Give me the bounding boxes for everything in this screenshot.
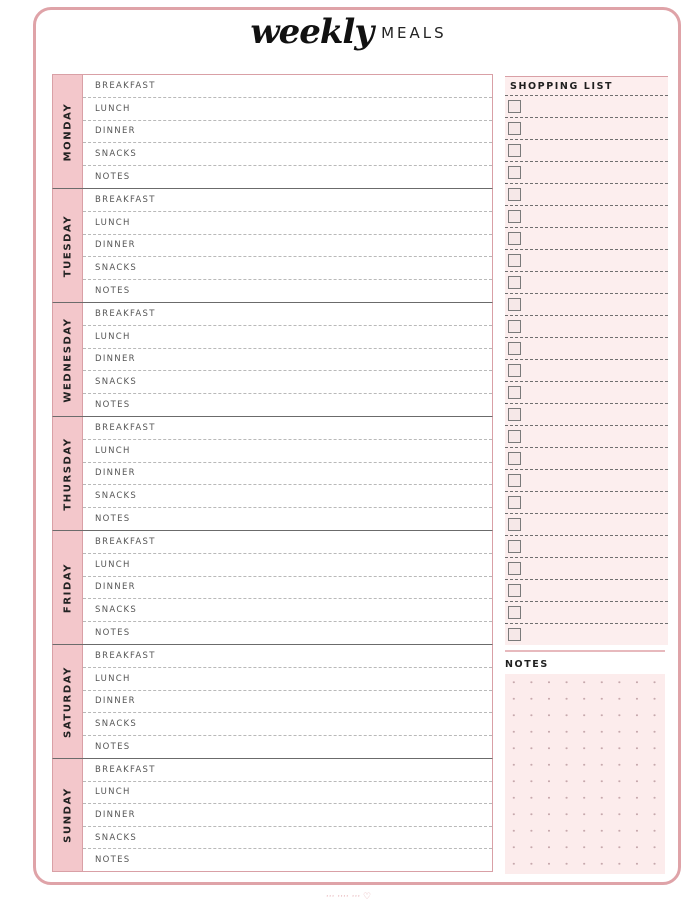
- shopping-list-item[interactable]: [505, 623, 668, 645]
- meal-label: DINNER: [95, 696, 136, 707]
- shopping-list-item[interactable]: [505, 403, 668, 425]
- checkbox-icon[interactable]: [508, 364, 521, 377]
- meal-row-notes[interactable]: [83, 736, 492, 758]
- meal-row-dinner[interactable]: [83, 235, 492, 258]
- meal-label: DINNER: [95, 809, 136, 820]
- meal-row-breakfast[interactable]: [83, 531, 492, 554]
- shopping-list-title: SHOPPING LIST: [505, 76, 668, 95]
- meal-row-breakfast[interactable]: [83, 645, 492, 668]
- meal-row-lunch[interactable]: [83, 554, 492, 577]
- shopping-list-item[interactable]: [505, 535, 668, 557]
- meal-label: BREAKFAST: [95, 764, 156, 775]
- meal-label: NOTES: [95, 742, 131, 753]
- meal-label: LUNCH: [95, 559, 131, 570]
- day-block-tuesday: [52, 188, 493, 302]
- day-block-wednesday: [52, 302, 493, 416]
- shopping-list-item[interactable]: [505, 139, 668, 161]
- checkbox-icon[interactable]: [508, 496, 521, 509]
- day-name: FRIDAY: [62, 562, 73, 613]
- meal-label: BREAKFAST: [95, 422, 156, 433]
- meal-row-breakfast[interactable]: [83, 417, 492, 440]
- day-tab: [53, 75, 83, 188]
- day-tab: [53, 303, 83, 416]
- meal-label: NOTES: [95, 514, 131, 525]
- checkbox-icon[interactable]: [508, 342, 521, 355]
- meal-label: NOTES: [95, 628, 131, 639]
- meal-label: SNACKS: [95, 605, 138, 616]
- shopping-list-item[interactable]: [505, 491, 668, 513]
- day-block-monday: [52, 74, 493, 188]
- meal-row-notes[interactable]: [83, 394, 492, 416]
- meal-row-notes[interactable]: [83, 849, 492, 871]
- meal-row-dinner[interactable]: [83, 463, 492, 486]
- shopping-list-item[interactable]: [505, 469, 668, 491]
- meal-row-snacks[interactable]: [83, 713, 492, 736]
- meal-label: SNACKS: [95, 263, 138, 274]
- day-block-sunday: [52, 758, 493, 872]
- meal-row-snacks[interactable]: [83, 827, 492, 850]
- shopping-list-item[interactable]: [505, 513, 668, 535]
- meal-label: LUNCH: [95, 331, 131, 342]
- meal-row-notes[interactable]: [83, 280, 492, 302]
- meal-row-dinner[interactable]: [83, 577, 492, 600]
- meal-row-breakfast[interactable]: [83, 759, 492, 782]
- meal-row-notes[interactable]: [83, 622, 492, 644]
- checkbox-icon[interactable]: [508, 584, 521, 597]
- meal-label: SNACKS: [95, 719, 138, 730]
- day-block-saturday: [52, 644, 493, 758]
- meal-label: NOTES: [95, 286, 131, 297]
- shopping-list-item[interactable]: [505, 271, 668, 293]
- meal-label: LUNCH: [95, 217, 131, 228]
- shopping-list-item[interactable]: [505, 381, 668, 403]
- shopping-list-item[interactable]: [505, 249, 668, 271]
- checkbox-icon[interactable]: [508, 166, 521, 179]
- footer-signature: ··· ···· ··· ♡: [325, 892, 372, 902]
- day-block-thursday: [52, 416, 493, 530]
- checkbox-icon[interactable]: [508, 100, 521, 113]
- checkbox-icon[interactable]: [508, 606, 521, 619]
- shopping-list-item[interactable]: [505, 227, 668, 249]
- shopping-list-item[interactable]: [505, 315, 668, 337]
- meal-rows: [83, 303, 492, 416]
- meal-row-lunch[interactable]: [83, 98, 492, 121]
- checkbox-icon[interactable]: [508, 562, 521, 575]
- shopping-list-items: [505, 95, 668, 645]
- meal-label: BREAKFAST: [95, 536, 156, 547]
- shopping-list-item[interactable]: [505, 425, 668, 447]
- meal-label: SNACKS: [95, 832, 138, 843]
- meal-row-snacks[interactable]: [83, 257, 492, 280]
- day-name: WEDNESDAY: [62, 316, 73, 403]
- meal-row-snacks[interactable]: [83, 371, 492, 394]
- day-name: TUESDAY: [62, 214, 73, 277]
- day-name: MONDAY: [62, 102, 73, 161]
- meal-row-snacks[interactable]: [83, 485, 492, 508]
- meal-row-notes[interactable]: [83, 508, 492, 530]
- checkbox-icon[interactable]: [508, 144, 521, 157]
- shopping-list: [505, 76, 668, 645]
- meal-label: BREAKFAST: [95, 80, 156, 91]
- checkbox-icon[interactable]: [508, 298, 521, 311]
- checkbox-icon[interactable]: [508, 628, 521, 641]
- shopping-list-item[interactable]: [505, 557, 668, 579]
- checkbox-icon[interactable]: [508, 518, 521, 531]
- day-tab: [53, 759, 83, 871]
- meal-row-lunch[interactable]: [83, 326, 492, 349]
- meal-label: DINNER: [95, 582, 136, 593]
- planner-header: [0, 12, 697, 72]
- meal-rows: [83, 189, 492, 302]
- checkbox-icon[interactable]: [508, 452, 521, 465]
- meal-label: NOTES: [95, 172, 131, 183]
- shopping-list-item[interactable]: [505, 337, 668, 359]
- meal-row-lunch[interactable]: [83, 212, 492, 235]
- shopping-list-item[interactable]: [505, 359, 668, 381]
- day-tab: [53, 645, 83, 758]
- shopping-list-item[interactable]: [505, 579, 668, 601]
- day-tab: [53, 531, 83, 644]
- day-tab: [53, 417, 83, 530]
- meal-row-lunch[interactable]: [83, 782, 492, 805]
- checkbox-icon[interactable]: [508, 122, 521, 135]
- meal-label: BREAKFAST: [95, 194, 156, 205]
- meal-label: BREAKFAST: [95, 308, 156, 319]
- meal-label: SNACKS: [95, 491, 138, 502]
- checkbox-icon[interactable]: [508, 474, 521, 487]
- checkbox-icon[interactable]: [508, 254, 521, 267]
- meal-label: SNACKS: [95, 377, 138, 388]
- shopping-list-item[interactable]: [505, 161, 668, 183]
- shopping-list-item[interactable]: [505, 447, 668, 469]
- meal-label: NOTES: [95, 400, 131, 411]
- meal-label: LUNCH: [95, 787, 131, 798]
- meal-row-breakfast[interactable]: [83, 189, 492, 212]
- checkbox-icon[interactable]: [508, 540, 521, 553]
- meal-label: BREAKFAST: [95, 650, 156, 661]
- meal-row-breakfast[interactable]: [83, 303, 492, 326]
- meal-label: LUNCH: [95, 673, 131, 684]
- meal-rows: [83, 531, 492, 644]
- shopping-list-item[interactable]: [505, 601, 668, 623]
- day-name: SATURDAY: [62, 665, 73, 738]
- meal-rows: [83, 759, 492, 871]
- meal-label: LUNCH: [95, 445, 131, 456]
- meal-row-dinner[interactable]: [83, 349, 492, 372]
- title-caps: MEALS: [381, 24, 447, 42]
- checkbox-icon[interactable]: [508, 320, 521, 333]
- meal-label: DINNER: [95, 126, 136, 137]
- meal-row-snacks[interactable]: [83, 599, 492, 622]
- meal-row-lunch[interactable]: [83, 440, 492, 463]
- checkbox-icon[interactable]: [508, 210, 521, 223]
- meal-rows: [83, 75, 492, 188]
- shopping-list-item[interactable]: [505, 205, 668, 227]
- shopping-list-item[interactable]: [505, 293, 668, 315]
- shopping-list-item[interactable]: [505, 183, 668, 205]
- checkbox-icon[interactable]: [508, 232, 521, 245]
- meal-row-dinner[interactable]: [83, 121, 492, 144]
- week-grid: [52, 74, 493, 872]
- checkbox-icon[interactable]: [508, 430, 521, 443]
- notes-title: NOTES: [505, 650, 665, 674]
- meal-label: LUNCH: [95, 103, 131, 114]
- shopping-list-item[interactable]: [505, 95, 668, 117]
- notes-dot-grid[interactable]: [505, 674, 665, 874]
- shopping-list-item[interactable]: [505, 117, 668, 139]
- meal-row-dinner[interactable]: [83, 804, 492, 827]
- checkbox-icon[interactable]: [508, 188, 521, 201]
- checkbox-icon[interactable]: [508, 276, 521, 289]
- meal-label: NOTES: [95, 855, 131, 866]
- meal-rows: [83, 417, 492, 530]
- meal-label: DINNER: [95, 354, 136, 365]
- meal-label: DINNER: [95, 240, 136, 251]
- meal-label: SNACKS: [95, 149, 138, 160]
- day-name: SUNDAY: [62, 787, 73, 843]
- day-tab: [53, 189, 83, 302]
- meal-row-lunch[interactable]: [83, 668, 492, 691]
- meal-rows: [83, 645, 492, 758]
- meal-row-snacks[interactable]: [83, 143, 492, 166]
- meal-row-notes[interactable]: [83, 166, 492, 188]
- meal-row-breakfast[interactable]: [83, 75, 492, 98]
- day-block-friday: [52, 530, 493, 644]
- meal-label: DINNER: [95, 468, 136, 479]
- checkbox-icon[interactable]: [508, 386, 521, 399]
- checkbox-icon[interactable]: [508, 408, 521, 421]
- day-name: THURSDAY: [62, 436, 73, 511]
- notes-section: [505, 650, 665, 874]
- title-script: weekly: [250, 12, 374, 52]
- meal-row-dinner[interactable]: [83, 691, 492, 714]
